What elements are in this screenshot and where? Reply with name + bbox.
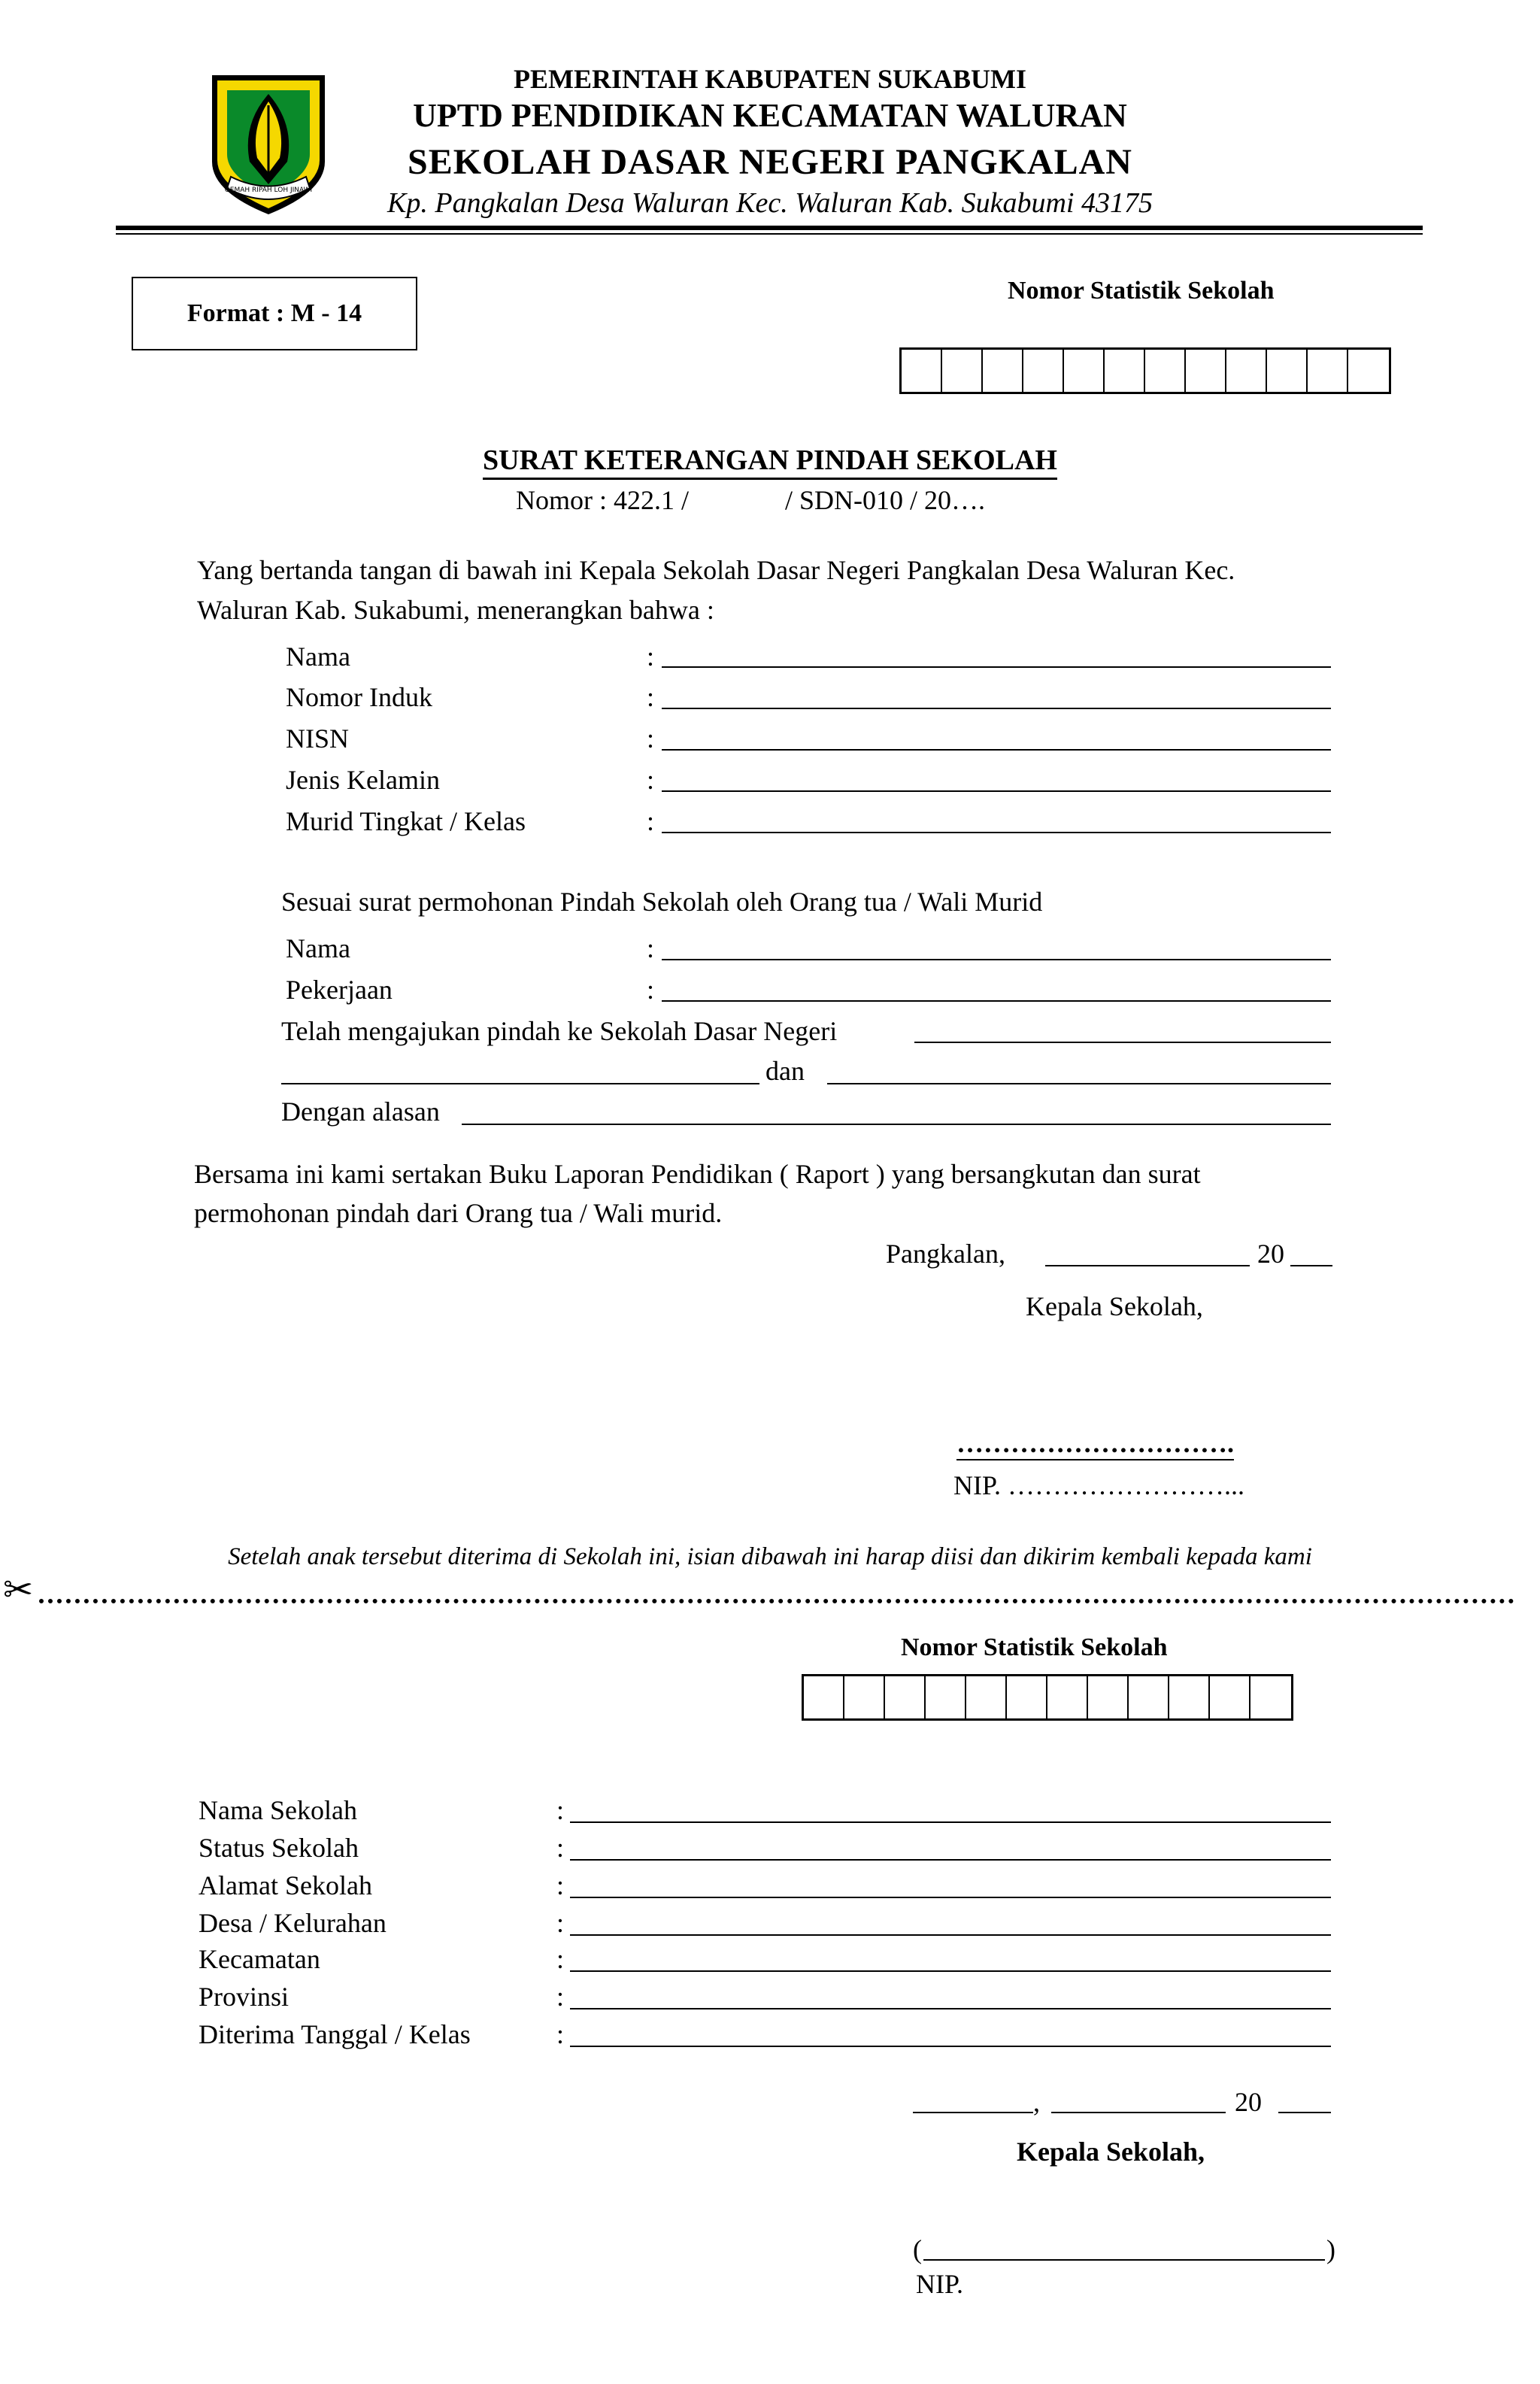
school-address: Kp. Pangkalan Desa Waluran Kec. Waluran Kab. Sukabumi 43175 [387, 187, 1153, 219]
transfer-text: Telah mengajukan pindah ke Sekolah Dasar Negeri [281, 1016, 838, 1046]
return-blank-signer-name[interactable] [923, 2259, 1325, 2261]
field-blank-kelas[interactable] [662, 832, 1331, 833]
reason-label: Dengan alasan [281, 1096, 440, 1127]
cut-line [39, 1599, 1514, 1603]
signer-title: Kepala Sekolah, [1026, 1291, 1203, 1321]
return-label-diterima: Diterima Tanggal / Kelas [199, 2019, 471, 2049]
uptd-line: UPTD PENDIDIKAN KECAMATAN WALURAN [413, 97, 1127, 134]
dan-label: dan [765, 1056, 805, 1086]
cut-note: Setelah anak tersebut diterima di Sekolah ini, isian dibawah ini harap diisi dan dikirim kembali kepada kami [228, 1543, 1312, 1570]
colon: : [556, 1944, 565, 1974]
year-label: 20 [1257, 1239, 1284, 1269]
format-label: Format : M - 14 [186, 299, 362, 327]
colon: : [647, 682, 655, 712]
field-label-nama: Nama [286, 641, 350, 672]
field-blank-nisn[interactable] [662, 749, 1331, 751]
colon: : [647, 765, 655, 795]
field-blank-parent-nama[interactable] [662, 959, 1331, 960]
header-rule-thick [116, 226, 1423, 230]
colon: : [556, 1908, 565, 1938]
return-nss-boxes[interactable] [802, 1674, 1293, 1721]
colon: : [647, 806, 655, 836]
field-blank-target-school-3[interactable] [827, 1083, 1331, 1084]
signer-nip: NIP. ……………………... [953, 1470, 1245, 1500]
document-title: SURAT KETERANGAN PINDAH SEKOLAH [0, 444, 1540, 477]
field-blank-year[interactable] [1290, 1265, 1332, 1266]
return-label-kecamatan: Kecamatan [199, 1944, 320, 1974]
nomor-suffix: / SDN-010 / 20…. [785, 485, 986, 515]
field-label-kelas: Murid Tingkat / Kelas [286, 806, 526, 836]
field-blank-pekerjaan[interactable] [662, 1000, 1331, 1002]
scissors-icon: ✂ [3, 1569, 34, 1611]
logo-motto: GEMAH RIPAH LOH JINAWI [224, 187, 313, 194]
colon: : [556, 1870, 565, 1900]
field-blank-target-school[interactable] [914, 1042, 1331, 1043]
field-label-nisn: NISN [286, 723, 350, 754]
colon: : [556, 1833, 565, 1863]
field-blank-reason[interactable] [462, 1124, 1331, 1125]
intro-line-2: Waluran Kab. Sukabumi, menerangkan bahwa : [197, 595, 714, 625]
government-line: PEMERINTAH KABUPATEN SUKABUMI [513, 64, 1027, 94]
return-label-nama-sekolah: Nama Sekolah [199, 1795, 357, 1825]
colon: : [647, 975, 655, 1005]
return-signer-title: Kepala Sekolah, [1017, 2137, 1205, 2167]
return-paren-open: ( [913, 2234, 922, 2264]
header-rule-thin [116, 233, 1423, 235]
field-blank-date[interactable] [1045, 1265, 1250, 1266]
colon: : [647, 723, 655, 754]
return-blank-date[interactable] [1051, 2112, 1226, 2113]
colon: : [647, 641, 655, 672]
nomor-prefix: Nomor : 422.1 / [516, 485, 689, 515]
return-label-provinsi: Provinsi [199, 1982, 290, 2012]
format-box [132, 277, 417, 350]
field-label-jenis-kelamin: Jenis Kelamin [286, 765, 440, 795]
signer-name: …………………………. [956, 1427, 1234, 1460]
field-blank-jenis-kelamin[interactable] [662, 790, 1331, 792]
colon: : [556, 2019, 565, 2049]
closing-line-2: permohonan pindah dari Orang tua / Wali murid. [194, 1198, 723, 1228]
nss-boxes[interactable] [899, 347, 1391, 394]
return-nss-label: Nomor Statistik Sekolah [901, 1633, 1168, 1661]
field-label-nomor-induk: Nomor Induk [286, 682, 432, 712]
colon: : [647, 933, 655, 963]
parent-intro: Sesuai surat permohonan Pindah Sekolah oleh Orang tua / Wali Murid [281, 887, 1043, 917]
intro-line-1: Yang bertanda tangan di bawah ini Kepala Sekolah Dasar Negeri Pangkalan Desa Waluran Kec. [197, 555, 1235, 585]
closing-line-1: Bersama ini kami sertakan Buku Laporan Pendidikan ( Raport ) yang bersangkutan dan surat [194, 1159, 1201, 1189]
field-blank-target-school-2[interactable] [281, 1083, 759, 1084]
field-label-pekerjaan: Pekerjaan [286, 975, 393, 1005]
return-comma: , [1033, 2087, 1040, 2117]
return-blank-status[interactable] [570, 1859, 1331, 1861]
return-blank-year[interactable] [1278, 2112, 1331, 2113]
field-blank-nama[interactable] [662, 666, 1331, 668]
return-blank-diterima[interactable] [570, 2046, 1331, 2047]
place-label: Pangkalan, [886, 1239, 1005, 1269]
return-blank-kecamatan[interactable] [570, 1970, 1331, 1972]
return-blank-desa[interactable] [570, 1934, 1331, 1936]
return-paren-close: ) [1326, 2234, 1335, 2264]
colon: : [556, 1795, 565, 1825]
field-label-parent-nama: Nama [286, 933, 350, 963]
return-blank-alamat[interactable] [570, 1897, 1331, 1898]
colon: : [556, 1982, 565, 2012]
return-label-status: Status Sekolah [199, 1833, 359, 1863]
field-blank-nomor-induk[interactable] [662, 708, 1331, 709]
return-blank-place[interactable] [913, 2112, 1033, 2113]
school-name: SEKOLAH DASAR NEGERI PANGKALAN [408, 142, 1132, 182]
return-blank-nama-sekolah[interactable] [570, 1821, 1331, 1823]
return-year: 20 [1235, 2087, 1262, 2117]
return-nip: NIP. [916, 2269, 964, 2299]
nss-label: Nomor Statistik Sekolah [1008, 277, 1275, 305]
return-label-desa: Desa / Kelurahan [199, 1908, 387, 1938]
return-blank-provinsi[interactable] [570, 2008, 1331, 2009]
return-label-alamat: Alamat Sekolah [199, 1870, 372, 1900]
